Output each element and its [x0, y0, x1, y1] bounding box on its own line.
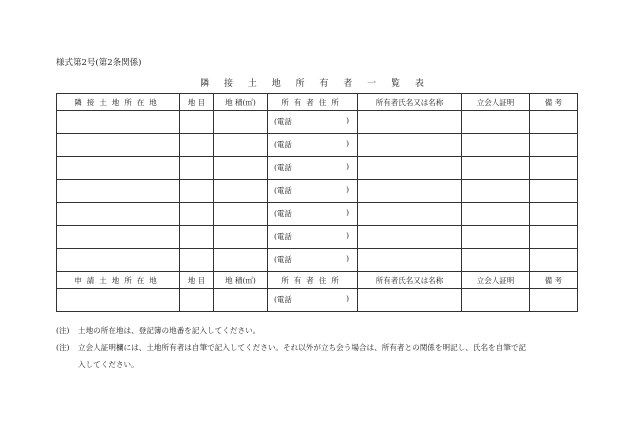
header-row-neighbor	[57, 94, 578, 111]
tel-close-label: )	[346, 293, 349, 303]
cell-remarks[interactable]	[530, 289, 578, 312]
cell-owner-name[interactable]	[358, 249, 462, 272]
note-2-continuation: 入してください。	[78, 360, 139, 369]
tel-close-label: )	[346, 115, 349, 125]
telephone-line	[268, 162, 357, 175]
cell-owner-name[interactable]	[358, 134, 462, 157]
cell-owner-name[interactable]	[358, 157, 462, 180]
cell-witness[interactable]	[462, 111, 530, 134]
header-witness-cert: 立会人証明	[462, 94, 530, 111]
cell-remarks[interactable]	[530, 134, 578, 157]
note-1-text: 土地の所在地は、登記簿の地番を記入してください。	[78, 326, 261, 335]
cell-witness[interactable]	[462, 157, 530, 180]
cell-witness[interactable]	[462, 289, 530, 312]
cell-remarks[interactable]	[530, 157, 578, 180]
cell-owner-address[interactable]	[268, 203, 358, 226]
cell-owner-name[interactable]	[358, 203, 462, 226]
note-2-label: (注)	[56, 343, 70, 352]
cell-owner-name[interactable]	[358, 289, 462, 312]
cell-owner-address[interactable]	[268, 226, 358, 249]
neighbor-owner-table	[56, 93, 578, 312]
cell-witness[interactable]	[462, 134, 530, 157]
cell-owner-address[interactable]	[268, 249, 358, 272]
telephone-line	[268, 254, 357, 267]
cell-location[interactable]	[57, 249, 180, 272]
cell-witness[interactable]	[462, 249, 530, 272]
cell-owner-address[interactable]	[268, 289, 358, 312]
note-1	[56, 322, 577, 339]
cell-land-area[interactable]	[214, 226, 268, 249]
cell-land-category[interactable]	[180, 157, 214, 180]
telephone-line	[268, 231, 357, 244]
table-row	[57, 289, 578, 312]
telephone-line	[268, 139, 357, 152]
note-2-text: 立会人証明欄には、土地所有者は自筆で記入してください。それ以外が立ち会う場合は、所有者との関係を明記し、氏名を自筆で記	[78, 343, 527, 352]
tel-close-label: )	[346, 161, 349, 171]
cell-location[interactable]	[57, 180, 180, 203]
table-row	[57, 111, 578, 134]
form-reference: 様式第2号(第2条関係)	[56, 58, 142, 68]
cell-land-area[interactable]	[214, 289, 268, 312]
cell-land-area[interactable]	[214, 180, 268, 203]
table-row	[57, 134, 578, 157]
table-row	[57, 203, 578, 226]
cell-land-category[interactable]	[180, 180, 214, 203]
cell-witness[interactable]	[462, 203, 530, 226]
cell-land-area[interactable]	[214, 111, 268, 134]
header-land-category: 地 目	[180, 94, 214, 111]
header-remarks: 備 考	[530, 94, 578, 111]
cell-owner-name[interactable]	[358, 111, 462, 134]
tel-close-label: )	[346, 184, 349, 194]
tel-close-label: )	[346, 253, 349, 263]
cell-remarks[interactable]	[530, 226, 578, 249]
header-owner-address: 所有者住所	[268, 94, 358, 111]
header-owner-name: 所有者氏名又は名称	[358, 94, 462, 111]
telephone-line	[268, 185, 357, 198]
note-1-label: (注)	[56, 326, 70, 335]
cell-remarks[interactable]	[530, 249, 578, 272]
cell-land-category[interactable]	[180, 134, 214, 157]
table-row	[57, 249, 578, 272]
cell-land-area[interactable]	[214, 157, 268, 180]
header-neighbor-location: 隣接土地所在地	[57, 94, 180, 111]
cell-witness[interactable]	[462, 180, 530, 203]
cell-land-category[interactable]	[180, 289, 214, 312]
cell-location[interactable]	[57, 157, 180, 180]
table-row	[57, 157, 578, 180]
tel-open-label: (電話	[274, 139, 292, 149]
cell-owner-address[interactable]	[268, 134, 358, 157]
cell-remarks[interactable]	[530, 203, 578, 226]
cell-land-category[interactable]	[180, 226, 214, 249]
notes-section	[56, 322, 577, 373]
header-land-area: 地 積(㎡)	[214, 94, 268, 111]
header-owner-address: 所有者住所	[268, 272, 358, 289]
header-land-category: 地 目	[180, 272, 214, 289]
telephone-line	[268, 208, 357, 221]
header-row-applicant	[57, 272, 578, 289]
cell-location[interactable]	[57, 134, 180, 157]
cell-land-category[interactable]	[180, 249, 214, 272]
tel-open-label: (電話	[274, 231, 292, 241]
cell-owner-address[interactable]	[268, 180, 358, 203]
table-body	[57, 94, 578, 312]
header-applicant-location: 申請土地所在地	[57, 272, 180, 289]
tel-open-label: (電話	[274, 116, 292, 126]
cell-witness[interactable]	[462, 226, 530, 249]
cell-remarks[interactable]	[530, 180, 578, 203]
cell-location[interactable]	[57, 289, 180, 312]
cell-land-area[interactable]	[214, 203, 268, 226]
page-title: 隣 接 土 地 所 有 者 一 覧 表	[200, 79, 430, 89]
cell-owner-address[interactable]	[268, 111, 358, 134]
tel-close-label: )	[346, 230, 349, 240]
header-witness-cert: 立会人証明	[462, 272, 530, 289]
cell-owner-name[interactable]	[358, 180, 462, 203]
tel-open-label: (電話	[274, 294, 292, 304]
table-row	[57, 226, 578, 249]
tel-close-label: )	[346, 207, 349, 217]
cell-land-category[interactable]	[180, 111, 214, 134]
tel-close-label: )	[346, 138, 349, 148]
table-row	[57, 180, 578, 203]
tel-open-label: (電話	[274, 208, 292, 218]
cell-remarks[interactable]	[530, 111, 578, 134]
header-land-area: 地 積(㎡)	[214, 272, 268, 289]
cell-owner-name[interactable]	[358, 226, 462, 249]
cell-owner-address[interactable]	[268, 157, 358, 180]
note-2	[56, 339, 577, 356]
header-owner-name: 所有者氏名又は名称	[358, 272, 462, 289]
cell-land-area[interactable]	[214, 249, 268, 272]
cell-location[interactable]	[57, 203, 180, 226]
cell-location[interactable]	[57, 111, 180, 134]
cell-land-category[interactable]	[180, 203, 214, 226]
cell-location[interactable]	[57, 226, 180, 249]
tel-open-label: (電話	[274, 254, 292, 264]
tel-open-label: (電話	[274, 185, 292, 195]
telephone-line	[268, 294, 357, 307]
cell-land-area[interactable]	[214, 134, 268, 157]
tel-open-label: (電話	[274, 162, 292, 172]
header-remarks: 備 考	[530, 272, 578, 289]
telephone-line	[268, 116, 357, 129]
